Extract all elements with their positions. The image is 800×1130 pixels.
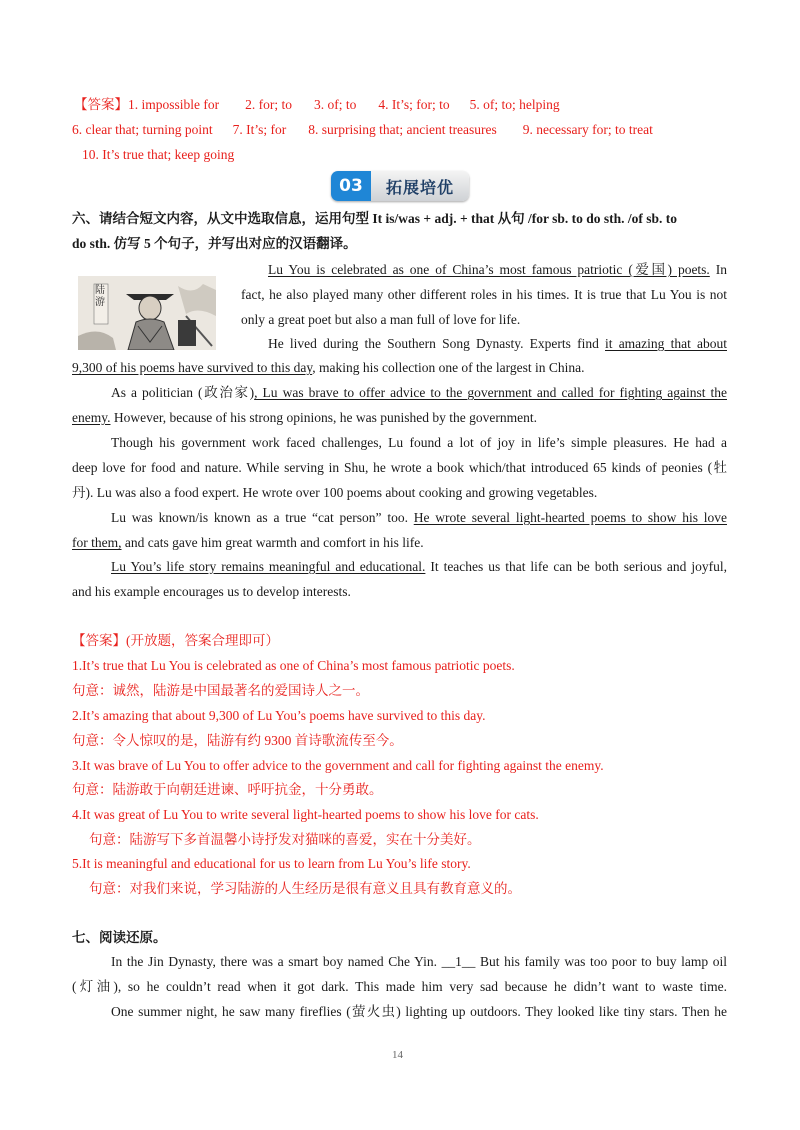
passage-p1-line3: only a great poet but also a man full of love for life. [241,312,521,327]
answer6-item-2-zh: 句意：令人惊叹的是，陆游有约 9300 首诗歌流传至今。 [72,733,403,748]
page-number: 14 [392,1049,403,1061]
badge-number: 03 [331,171,371,201]
answer6-item-2-en: 2.It’s amazing that about 9,300 of Lu You’s poems have survived to this day. [72,708,486,723]
section7-p1-line1: In the Jin Dynasty, there was a smart boy named Che Yin. __1__ But his family was too poor to buy lamp oil [111,954,727,969]
answer6-item-5-zh: 句意：对我们来说，学习陆游的人生经历是很有意义且具有教育意义的。 [89,881,521,896]
answer6-item-1-en: 1.It’s true that Lu You is celebrated as one of China’s most famous patriotic poets. [72,658,515,673]
passage-p3-line2: enemy. However, because of his strong opinions, he was punished by the government. [72,410,537,425]
passage-p6-line1: Lu You’s life story remains meaningful and educational. It teaches us that life can be both serious and joyful, [111,559,727,574]
answer6-item-5-en: 5.It is meaningful and educational for us to learn from Lu You’s life story. [72,856,471,871]
section6-instruction-line1: 六、请结合短文内容，从文中选取信息，运用句型 It is/was + adj. + that 从句 /for sb. to do sth. /of sb. to [72,211,678,226]
answer6-item-4-zh: 句意：陆游写下多首温馨小诗抒发对猫咪的喜爱，实在十分美好。 [89,832,481,847]
passage-p6-line2: and his example encourages us to develop interests. [72,584,351,599]
section7-title: 七、阅读还原。 [72,930,167,945]
passage-p1-line1: Lu You is celebrated as one of China’s most famous patriotic (爱国) poets. In [268,262,727,277]
answer6-item-3-en: 3.It was brave of Lu You to offer advice to the government and call for fighting against the enemy. [72,758,604,773]
passage-p1-line2: fact, he also played many other different roles in his times. It is true that Lu You is not [241,287,727,302]
passage-p4-line2: deep love for food and nature. While serving in Shu, he wrote a book which/that introduced 65 kinds of peonies (牡 [72,460,727,475]
passage-p5-line2: for them, and cats gave him great warmth and comfort in his life. [72,535,424,550]
answer-label: 【答案】 [74,97,128,112]
passage-p3-line1: As a politician (政治家), Lu was brave to offer advice to the government and called for fighting against the [111,385,727,400]
lu-you-portrait-image [78,276,216,350]
section6-instruction-line2: do sth. 仿写 5 个句子，并写出对应的汉语翻译。 [72,236,357,251]
answer-line-3: 10. It’s true that; keep going [82,147,235,162]
badge-title: 拓展培优 [371,171,469,201]
section7-p1-line2: (灯油), so he couldn’t read when it got dark. This made him very sad because he didn’t want to waste time. [72,979,727,994]
passage-p4-line3: 丹). Lu was also a food expert. He wrote over 100 poems about cooking and growing vegetables. [72,485,598,500]
answer-line-1: 【答案】1. impossible for 2. for; to 3. of; to 4. It’s; for; to 5. of; to; helping [74,97,560,112]
answer6-item-1-zh: 句意：诚然，陆游是中国最著名的爱国诗人之一。 [72,683,369,698]
section7-p2-line1: One summer night, he saw many fireflies (萤火虫) lighting up outdoors. They looked like tiny stars. Then he [111,1004,727,1019]
passage-p2-line2: 9,300 of his poems have survived to this day, making his collection one of the largest in China. [72,360,585,375]
portrait-caption: 陆游 [95,285,105,308]
passage-p2-line1: He lived during the Southern Song Dynasty. Experts find it amazing that about [268,336,727,351]
passage-p5-line1: Lu was known/is known as a true “cat person” too. He wrote several light-hearted poems to show his love [111,510,727,525]
answer6-item-3-zh: 句意：陆游敢于向朝廷进谏、呼吁抗金，十分勇敢。 [72,782,383,797]
passage-p4-line1: Though his government work faced challenges, Lu found a lot of joy in life’s simple pleasures. He had a [111,435,727,450]
blank-1[interactable]: __1__ [441,954,476,969]
answer-line-2: 6. clear that; turning point 7. It’s; for 8. surprising that; ancient treasures 9. necessary for; to treat [72,122,653,137]
answers6-label: 【答案】(开放题，答案合理即可） [72,633,279,648]
answer6-item-4-en: 4.It was great of Lu You to write several light-hearted poems to show his love for cats. [72,807,539,822]
section-badge [331,171,469,201]
